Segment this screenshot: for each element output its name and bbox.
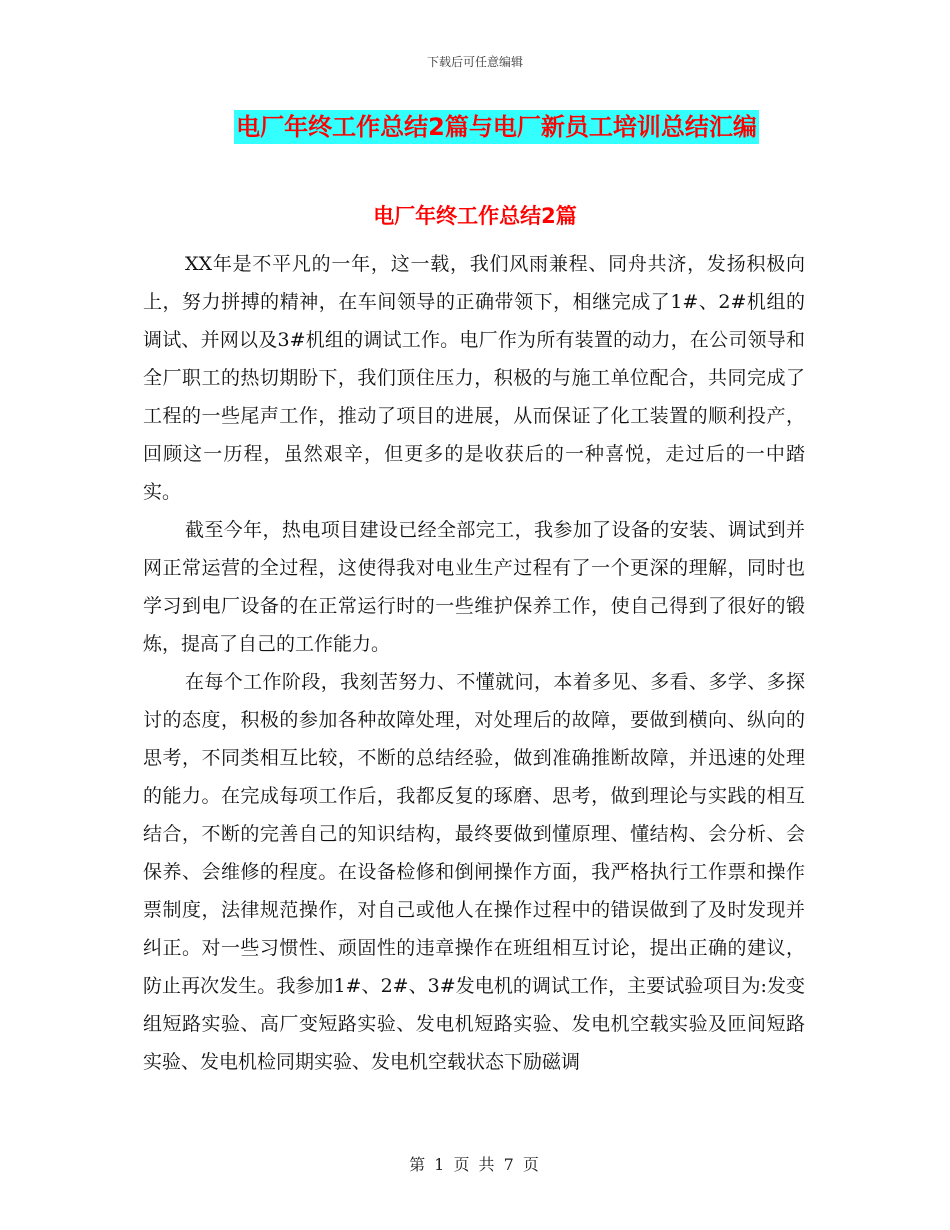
document-title: 电厂年终工作总结2篇与电厂新员工培训总结汇编: [234, 110, 759, 144]
document-title-container: [0, 110, 950, 144]
paragraph-1: XX年是不平凡的一年，这一载，我们风雨兼程、同舟共济，发扬积极向上，努力拼搏的精神，在车间领导的正确带领下，相继完成了1#、2#机组的调试、并网以及3#机组的调试工作。电厂作为所有装置的动力，在公司领导和全厂职工的热切期盼下，我们顶住压力，积极的与施工单位配合，共同完成了工程的一些尾声工作，推动了项目的进展，从而保证了化工装置的顺利投产，回顾这一历程，虽然艰辛，但更多的是收获后的一种喜悦，走过后的一中踏实。: [143, 253, 805, 503]
paragraph-2: 截至今年，热电项目建设已经全部完工，我参加了设备的安装、调试到并网正常运营的全过程，这使得我对电业生产过程有了一个更深的理解，同时也学习到电厂设备的在正常运行时的一些维护保养工作，使自己得到了很好的锻炼，提高了自己的工作能力。: [143, 519, 805, 655]
page-number-footer: 第 1 页 共 7 页: [409, 1155, 541, 1174]
header-note: 下载后可任意编辑: [426, 55, 523, 69]
paragraph-3: 在每个工作阶段，我刻苦努力、不懂就问，本着多见、多看、多学、多探讨的态度，积极的参加各种故障处理，对处理后的故障，要做到横向、纵向的思考，不同类相互比较，不断的总结经验，做到准确推断故障，并迅速的处理的能力。在完成每项工作后，我都反复的琢磨、思考，做到理论与实践的相互结合，不断的完善自己的知识结构，最终要做到懂原理、懂结构、会分析、会保养、会维修的程度。在设备检修和倒闸操作方面，我严格执行工作票和操作票制度，法律规范操作，对自己或他人在操作过程中的错误做到了及时发现并纠正。对一些习惯性、顽固性的违章操作在班组相互讨论，提出正确的建议，防止再次发生。我参加1#、2#、3#发电机的调试工作，主要试验项目为:发变组短路实验、高厂变短路实验、发电机短路实验、发电机空载实验及匝间短路实验、发电机检同期实验、发电机空载状态下励磁调: [143, 671, 805, 1073]
document-body: [143, 245, 805, 1081]
section-title: 电厂年终工作总结2篇: [373, 204, 577, 228]
